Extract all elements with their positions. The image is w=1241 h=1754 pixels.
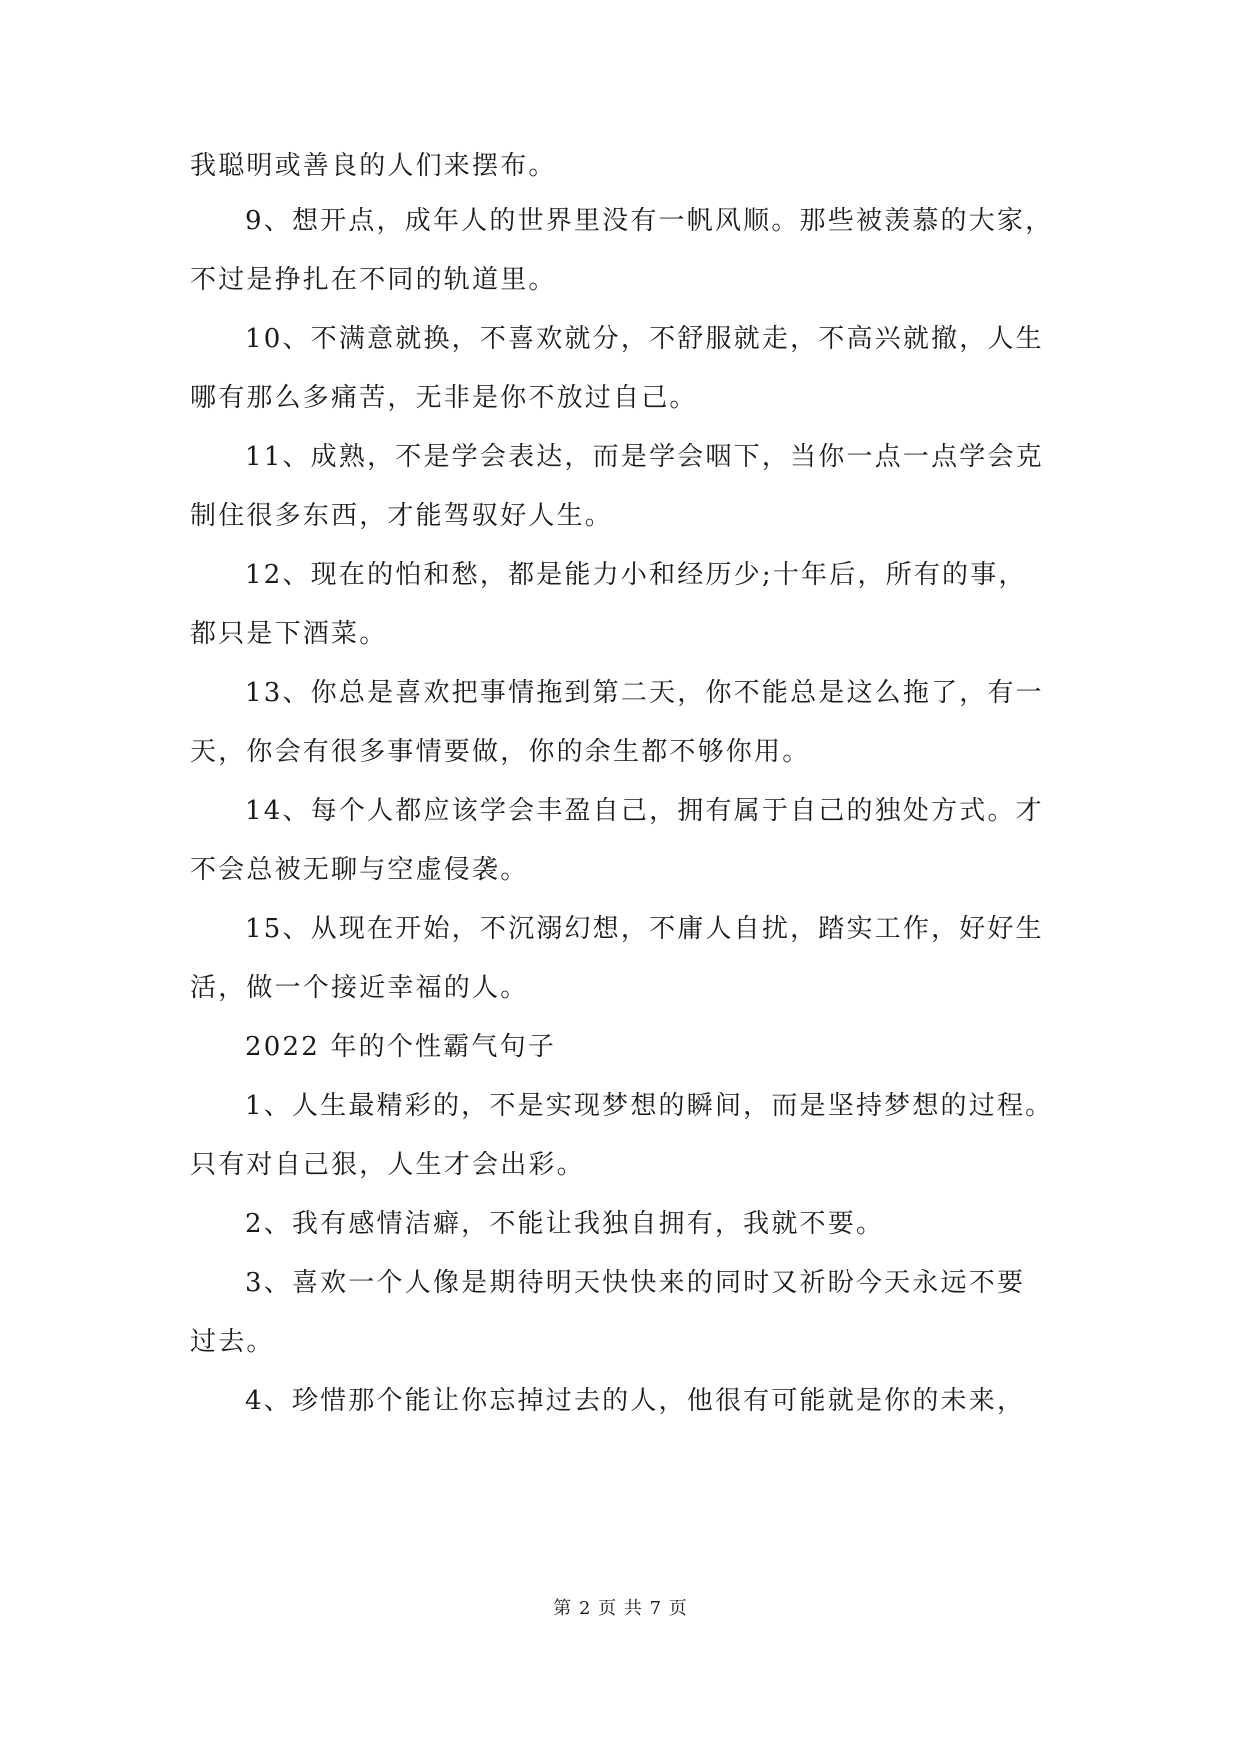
text-line: 2、我有感情洁癖，不能让我独自拥有，我就不要。 bbox=[245, 1209, 885, 1239]
current-page-number: 2 bbox=[578, 1598, 592, 1619]
text-line: 不过是挣扎在不同的轨道里。 bbox=[190, 265, 557, 295]
text-line: 12、现在的怕和愁，都是能力小和经历少;十年后，所有的事， bbox=[245, 560, 1027, 590]
text-line: 3、喜欢一个人像是期待明天快快来的同时又祈盼今天永远不要 bbox=[245, 1268, 1026, 1298]
footer-prefix: 第 bbox=[553, 1598, 573, 1619]
text-line: 活，做一个接近幸福的人。 bbox=[190, 973, 529, 1003]
text-line: 哪有那么多痛苦，无非是你不放过自己。 bbox=[190, 383, 698, 413]
total-pages-number: 7 bbox=[649, 1598, 663, 1619]
text-line: 只有对自己狠，人生才会出彩。 bbox=[190, 1150, 585, 1180]
text-line: 不会总被无聊与空虚侵袭。 bbox=[190, 855, 529, 885]
text-line: 4、珍惜那个能让你忘掉过去的人，他很有可能就是你的未来， bbox=[245, 1386, 1026, 1416]
text-line: 14、每个人都应该学会丰盈自己，拥有属于自己的独处方式。才 bbox=[245, 796, 1044, 826]
text-line: 1、人生最精彩的，不是实现梦想的瞬间，而是坚持梦想的过程。 bbox=[245, 1091, 1054, 1121]
footer-suffix: 页 bbox=[668, 1598, 688, 1619]
text-line: 都只是下酒菜。 bbox=[190, 619, 388, 649]
text-line: 过去。 bbox=[190, 1327, 275, 1357]
text-line: 13、你总是喜欢把事情拖到第二天，你不能总是这么拖了，有一 bbox=[245, 678, 1044, 708]
page-footer bbox=[0, 1597, 1241, 1621]
text-line: 9、想开点，成年人的世界里没有一帆风顺。那些被羡慕的大家， bbox=[245, 206, 1054, 236]
text-line: 10、不满意就换，不喜欢就分，不舒服就走，不高兴就撤，人生 bbox=[245, 324, 1044, 354]
text-line: 制住很多东西，才能驾驭好人生。 bbox=[190, 501, 614, 531]
text-line: 11、成熟，不是学会表达，而是学会咽下，当你一点一点学会克 bbox=[245, 442, 1044, 472]
text-line: 15、从现在开始，不沉溺幻想，不庸人自扰，踏实工作，好好生 bbox=[245, 914, 1044, 944]
footer-middle: 页 共 bbox=[598, 1598, 643, 1619]
text-line: 我聪明或善良的人们来摆布。 bbox=[190, 151, 557, 181]
section-heading: 2022 年的个性霸气句子 bbox=[245, 1032, 557, 1062]
text-line: 天，你会有很多事情要做，你的余生都不够你用。 bbox=[190, 737, 811, 767]
